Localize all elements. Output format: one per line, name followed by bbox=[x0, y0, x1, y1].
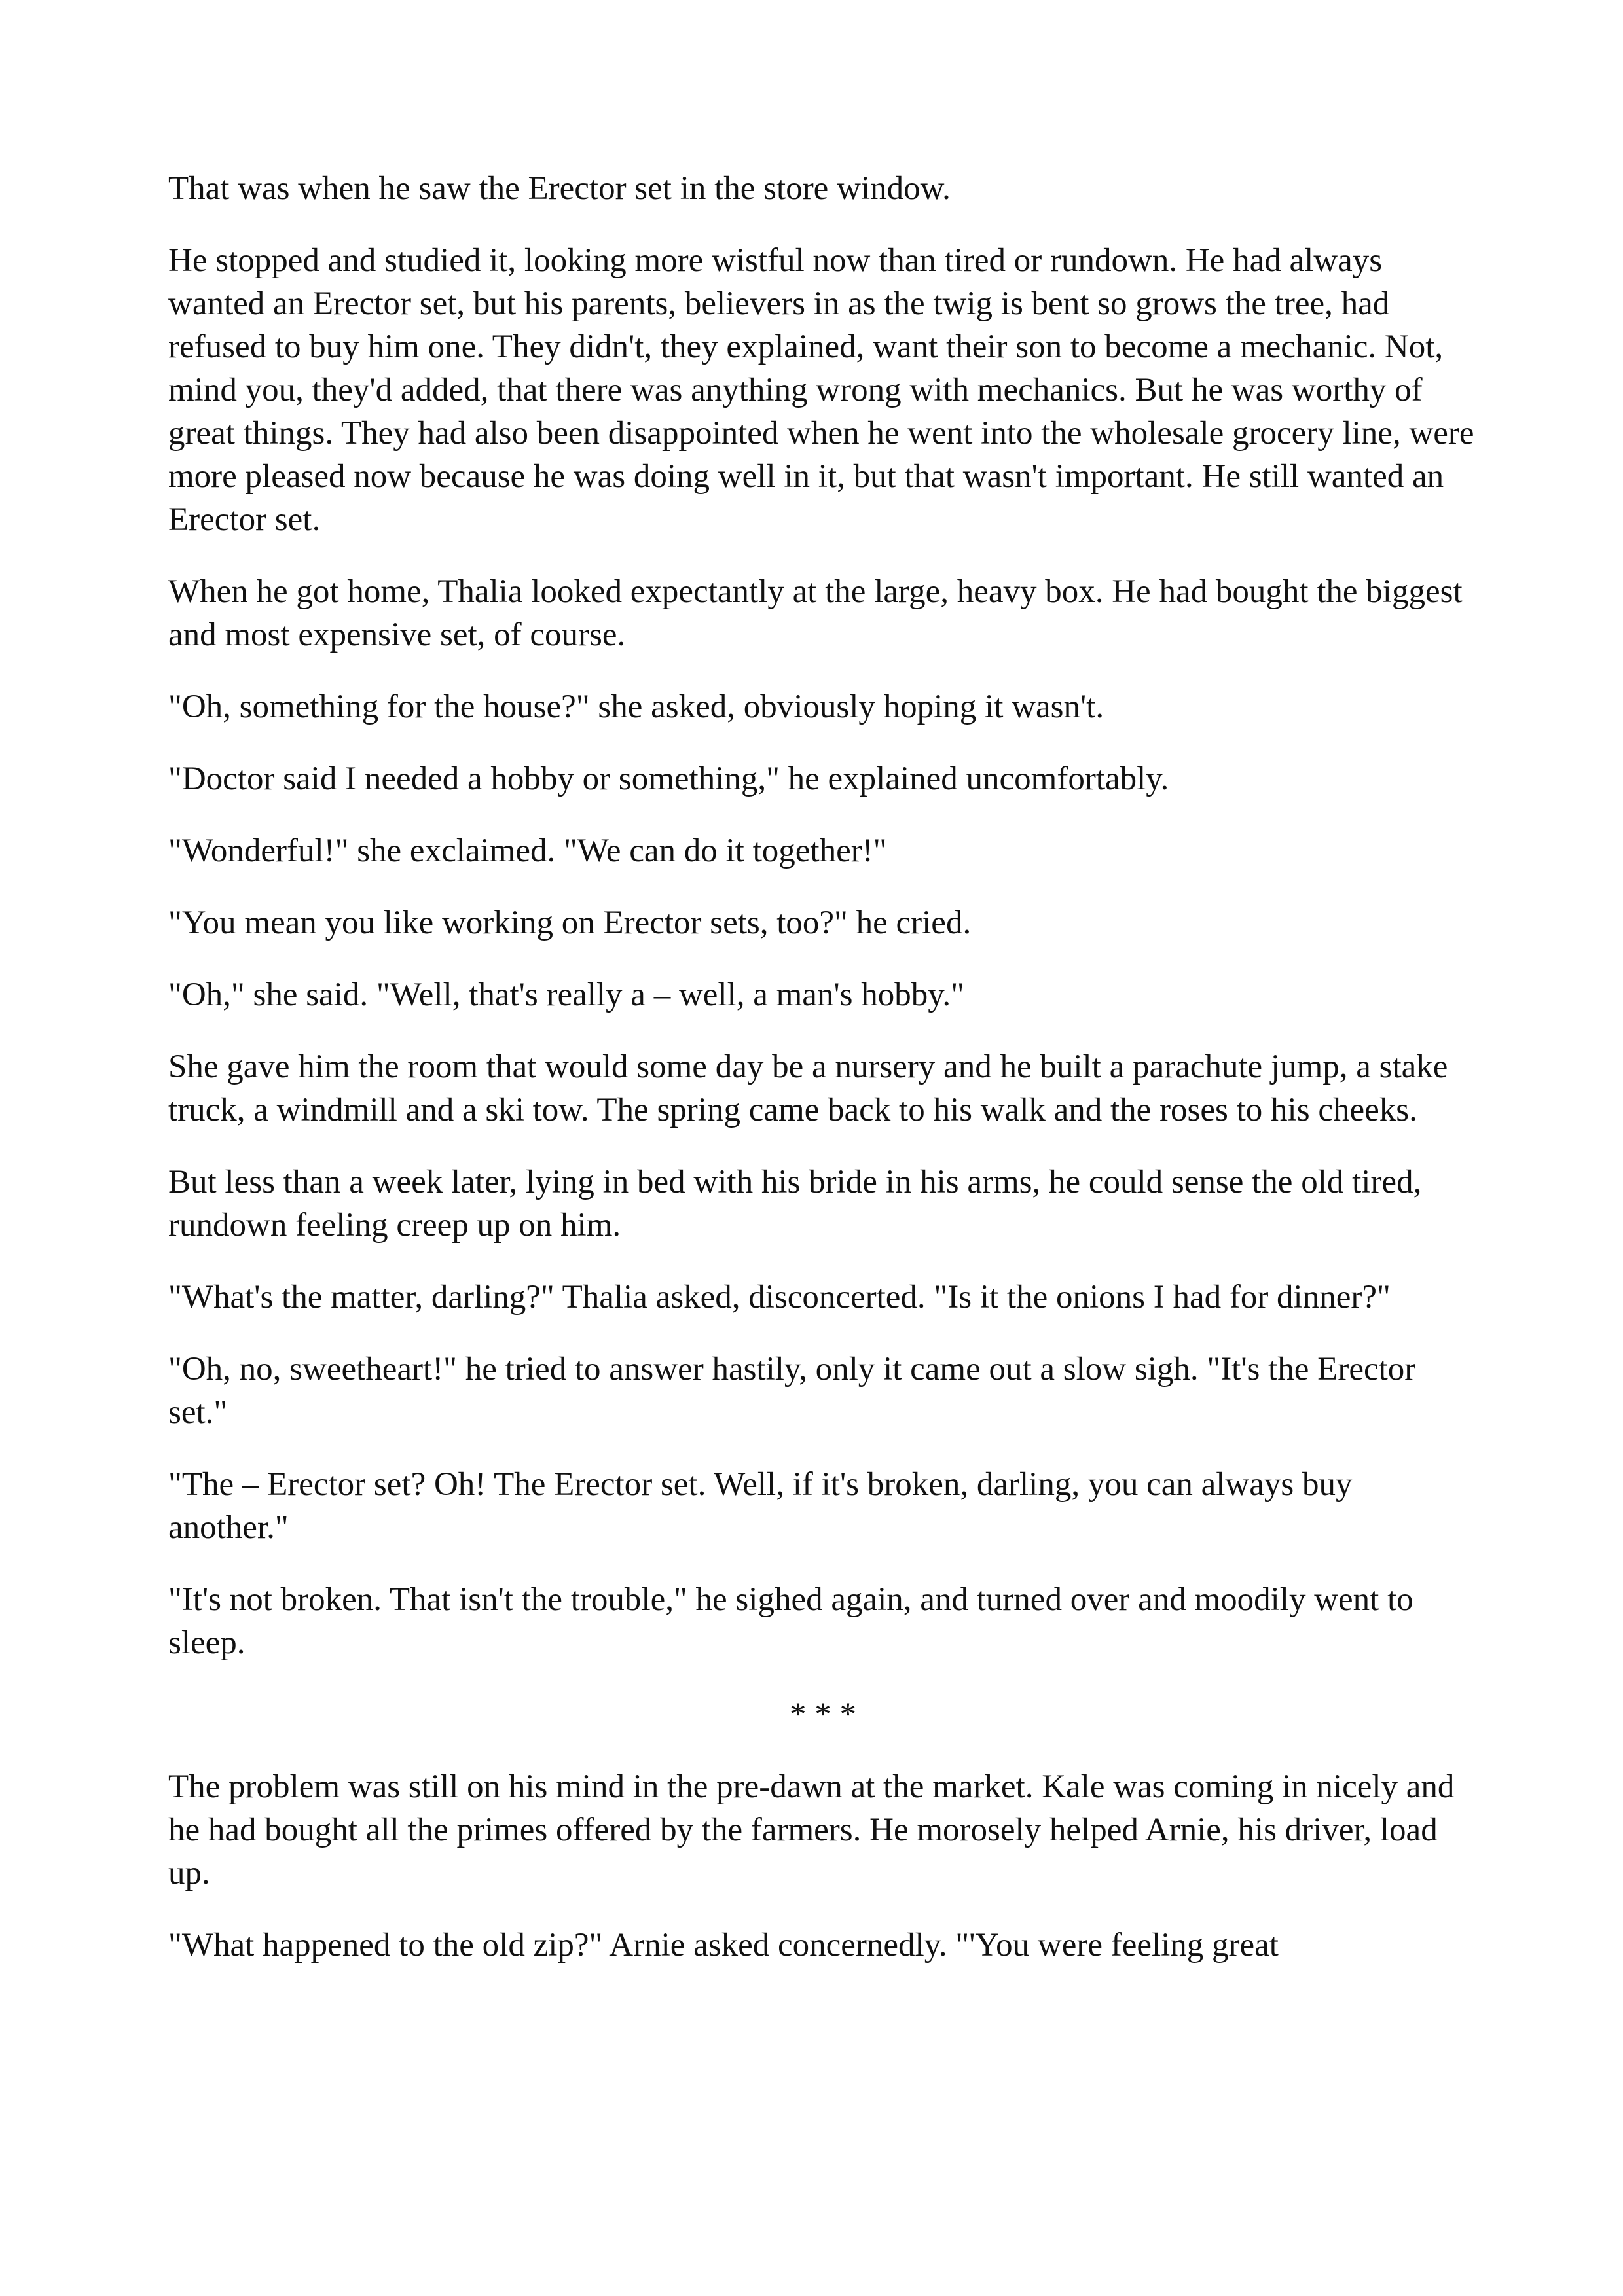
paragraph: "It's not broken. That isn't the trouble," he sighed again, and turned over and moodily went to sleep. bbox=[168, 1581, 1413, 1661]
paragraph: That was when he saw the Erector set in the store window. bbox=[168, 170, 951, 207]
paragraph: "The – Erector set? Oh! The Erector set. Well, if it's broken, darling, you can always buy another." bbox=[168, 1466, 1353, 1546]
paragraph: "Oh," she said. "Well, that's really a – well, a man's hobby." bbox=[168, 977, 964, 1013]
document-page bbox=[168, 167, 1478, 1996]
paragraph: "Oh, no, sweetheart!" he tried to answer hastily, only it came out a slow sigh. "It's the Erector set." bbox=[168, 1351, 1416, 1431]
paragraph: "What's the matter, darling?" Thalia asked, disconcerted. "Is it the onions I had for dinner?" bbox=[168, 1279, 1391, 1316]
paragraph: "You mean you like working on Erector sets, too?" he cried. bbox=[168, 905, 972, 941]
paragraph: He stopped and studied it, looking more wistful now than tired or rundown. He had always wanted an Erector set, but his parents, believers in as the twig is bent so grows the tree, had refused to buy him one. They didn't, they explained, want their son to become a mechanic. Not, mind you, they'd added, that there was anything wrong with mechanics. But he was worthy of great things. They had also been disappointed when he went into the wholesale grocery line, were more pleased now because he was doing well in it, but that wasn't important. He still wanted an Erector set. bbox=[168, 242, 1474, 538]
paragraph: "Doctor said I needed a hobby or something," he explained uncomfortably. bbox=[168, 761, 1169, 797]
paragraph: But less than a week later, lying in bed with his bride in his arms, he could sense the old tired, rundown feeling creep up on him. bbox=[168, 1164, 1422, 1244]
paragraph: "Oh, something for the house?" she asked, obviously hoping it wasn't. bbox=[168, 689, 1104, 725]
paragraph: "Wonderful!" she exclaimed. "We can do it together!" bbox=[168, 833, 887, 869]
scene-separator: * * * bbox=[790, 1696, 856, 1733]
paragraph: "What happened to the old zip?" Arnie asked concernedly. "'You were feeling great bbox=[168, 1927, 1279, 1964]
paragraph: She gave him the room that would some day be a nursery and he built a parachute jump, a stake truck, a windmill and a ski tow. The spring came back to his walk and the roses to his cheeks. bbox=[168, 1049, 1448, 1128]
paragraph: When he got home, Thalia looked expectantly at the large, heavy box. He had bought the biggest and most expensive set, of course. bbox=[168, 573, 1463, 653]
paragraph: The problem was still on his mind in the pre-dawn at the market. Kale was coming in nicely and he had bought all the primes offered by the farmers. He morosely helped Arnie, his driver, load up. bbox=[168, 1768, 1455, 1892]
